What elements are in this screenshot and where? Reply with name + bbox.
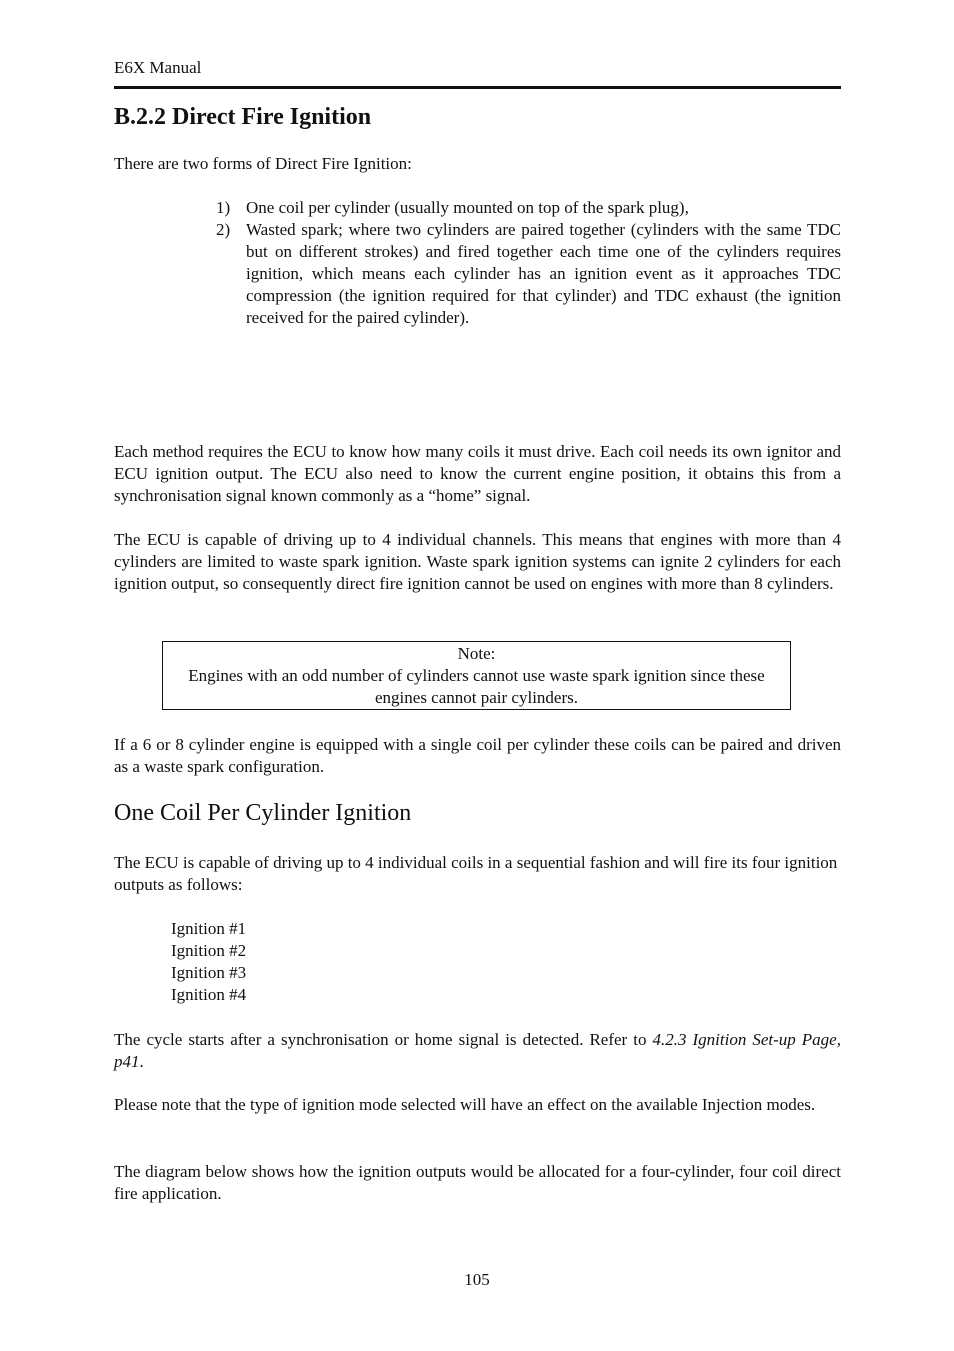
ignition-output-item: Ignition #2	[171, 941, 247, 960]
ignition-output-list	[171, 918, 246, 1006]
cycle-text-end: .	[139, 1052, 144, 1071]
subsection-heading: One Coil Per Cylinder Ignition	[114, 800, 412, 826]
running-header: E6X Manual	[114, 58, 202, 77]
ignition-output-item: Ignition #4	[171, 985, 247, 1004]
note-text: Engines with an odd number of cylinders cannot use waste spark ignition since these engines cannot pair cylinders.	[188, 666, 765, 707]
section-intro: There are two forms of Direct Fire Ignition:	[114, 154, 412, 173]
cycle-text: The cycle starts after a synchronisation or home signal is detected. Refer to	[114, 1030, 653, 1049]
six-eight-cylinder-paragraph: If a 6 or 8 cylinder engine is equipped with a single coil per cylinder these coils can be paired and driven as a waste spark configuration.	[114, 735, 841, 776]
ignition-output-item: Ignition #3	[171, 963, 247, 982]
cycle-paragraph	[114, 1029, 841, 1073]
page-number: 105	[464, 1270, 490, 1289]
ignition-output-item: Ignition #1	[171, 919, 247, 938]
note-label: Note:	[457, 644, 496, 663]
diagram-intro-paragraph: The diagram below shows how the ignition outputs would be allocated for a four-cylinder, four coil direct fire application.	[114, 1162, 841, 1203]
header-divider	[114, 86, 841, 89]
subsection-intro: The ECU is capable of driving up to 4 individual coils in a sequential fashion and will fire its four ignition outputs as follows:	[114, 853, 838, 894]
section-heading: B.2.2 Direct Fire Ignition	[114, 104, 372, 130]
list-item-text: Wasted spark; where two cylinders are paired together (cylinders with the same TDC but on different strokes) and fired together each time one of the cylinders requires ignition, which means each cylinder has an ignition event as it approaches TDC compression (the ignition required for that cylinder) and TDC exhaust (the ignition received for the paired cylinder).	[246, 220, 841, 327]
coils-paragraph: Each method requires the ECU to know how many coils it must drive. Each coil needs its own ignitor and ECU ignition output. The ECU also need to know the current engine position, it obtains this from a synchronisation signal known commonly as a “home” signal.	[114, 442, 841, 505]
cross-reference-link[interactable]: 4.2.3 Ignition Set-up Page, p41	[114, 1030, 841, 1071]
list-item	[216, 197, 841, 219]
direct-fire-forms-list	[216, 197, 841, 329]
list-item-number: 2)	[216, 220, 231, 239]
list-item	[216, 219, 841, 329]
list-item-text: One coil per cylinder (usually mounted on top of the spark plug),	[246, 198, 689, 217]
channels-paragraph: The ECU is capable of driving up to 4 individual channels. This means that engines with more than 4 cylinders are limited to waste spark ignition. Waste spark ignition systems can ignite 2 cylinders for each ignition output, so consequently direct fire ignition cannot be used on engines with more than 8 cylinders.	[114, 530, 841, 593]
note-box	[162, 641, 791, 710]
list-item-number: 1)	[216, 198, 231, 217]
modes-paragraph: Please note that the type of ignition mode selected will have an effect on the available Injection modes.	[114, 1095, 816, 1114]
